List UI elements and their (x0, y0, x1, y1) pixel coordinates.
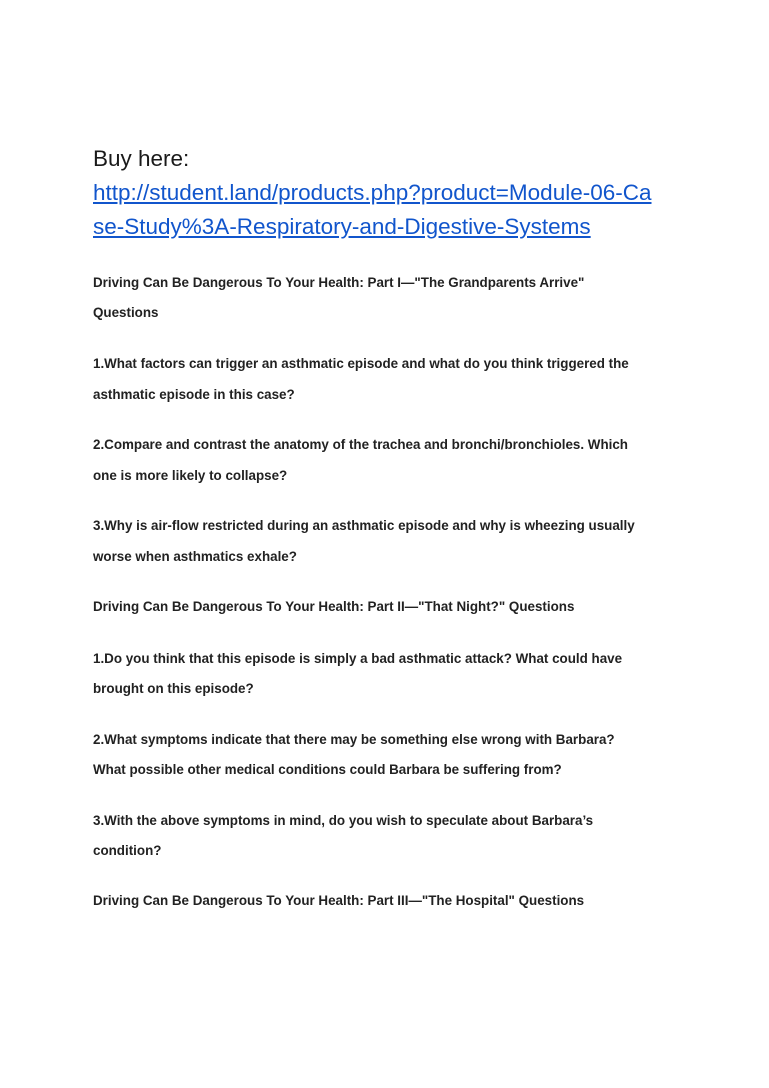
part2-question-2-line-2: What possible other medical conditions could Barbara be suffering from? (93, 762, 562, 777)
product-link-line-1[interactable]: http://student.land/products.php?product=Module-06-Ca (93, 180, 652, 205)
part1-heading-line-2: Questions (93, 305, 159, 320)
part1-question-2-line-2: one is more likely to collapse? (93, 468, 288, 483)
part1-question-3-line-1: 3.Why is air-flow restricted during an asthmatic episode and why is wheezing usually (93, 518, 635, 533)
part2-question-1-line-2: brought on this episode? (93, 681, 254, 696)
part2-heading: Driving Can Be Dangerous To Your Health: Part II—"That Night?" Questions (93, 599, 575, 614)
part2-question-2-line-1: 2.What symptoms indicate that there may be something else wrong with Barbara? (93, 732, 615, 747)
part2-question-3-line-2: condition? (93, 843, 162, 858)
part2-question-3-line-1: 3.With the above symptoms in mind, do you wish to speculate about Barbara’s (93, 813, 594, 828)
part1-question-3-line-2: worse when asthmatics exhale? (93, 549, 297, 564)
product-link[interactable] (93, 176, 678, 244)
document-content (93, 142, 678, 908)
part1-question-1-line-2: asthmatic episode in this case? (93, 387, 295, 402)
part1-question-1-line-1: 1.What factors can trigger an asthmatic episode and what do you think triggered the (93, 356, 629, 371)
part1-heading-line-1: Driving Can Be Dangerous To Your Health: Part I—"The Grandparents Arrive" (93, 275, 585, 290)
part3-heading: Driving Can Be Dangerous To Your Health: Part III—"The Hospital" Questions (93, 893, 585, 908)
part1-question-2-line-1: 2.Compare and contrast the anatomy of the trachea and bronchi/bronchioles. Which (93, 437, 628, 452)
part2-question-1-line-1: 1.Do you think that this episode is simply a bad asthmatic attack? What could have (93, 651, 623, 666)
buy-here-label: Buy here: (93, 146, 190, 171)
product-link-line-2[interactable]: se-Study%3A-Respiratory-and-Digestive-Systems (93, 214, 591, 239)
